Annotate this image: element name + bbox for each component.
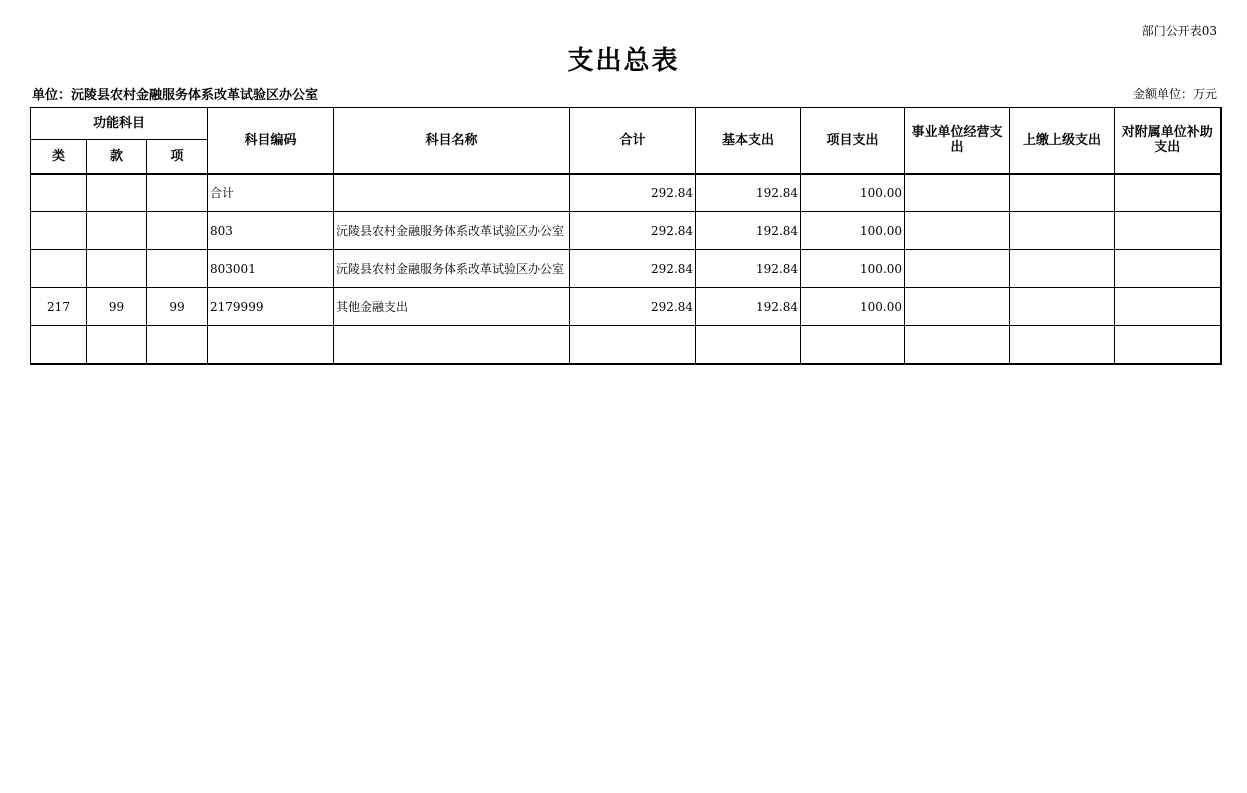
column-header-code: 科目编码 bbox=[208, 108, 334, 174]
cell-code: 合计 bbox=[208, 174, 334, 212]
cell-xiang bbox=[147, 250, 208, 288]
cell-project: 100.00 bbox=[801, 212, 905, 250]
cell-kuan bbox=[87, 250, 147, 288]
cell-project: 100.00 bbox=[801, 288, 905, 326]
cell-code: 803 bbox=[208, 212, 334, 250]
cell-code bbox=[208, 326, 334, 364]
cell-basic: 192.84 bbox=[696, 250, 801, 288]
cell-total: 292.84 bbox=[570, 212, 696, 250]
column-header-kuan: 款 bbox=[87, 140, 147, 174]
table-row bbox=[31, 250, 1221, 288]
cell-upper bbox=[1010, 288, 1115, 326]
cell-lei bbox=[31, 212, 87, 250]
column-header-total: 合计 bbox=[570, 108, 696, 174]
cell-name: 其他金融支出 bbox=[334, 288, 570, 326]
column-header-upper: 上缴上级支出 bbox=[1010, 108, 1115, 174]
form-number: 部门公开表03 bbox=[1141, 24, 1217, 38]
cell-xiang bbox=[147, 326, 208, 364]
cell-name bbox=[334, 174, 570, 212]
cell-project: 100.00 bbox=[801, 174, 905, 212]
cell-xiang bbox=[147, 174, 208, 212]
cell-project bbox=[801, 326, 905, 364]
cell-business bbox=[905, 174, 1010, 212]
cell-kuan bbox=[87, 174, 147, 212]
cell-subsidy bbox=[1115, 326, 1221, 364]
column-header-xiang: 项 bbox=[147, 140, 208, 174]
cell-kuan bbox=[87, 326, 147, 364]
cell-kuan: 99 bbox=[87, 288, 147, 326]
cell-total: 292.84 bbox=[570, 250, 696, 288]
cell-code: 2179999 bbox=[208, 288, 334, 326]
cell-code: 803001 bbox=[208, 250, 334, 288]
function-subject-header: 功能科目 bbox=[31, 108, 208, 140]
table-row bbox=[31, 212, 1221, 250]
cell-lei bbox=[31, 326, 87, 364]
column-header-name: 科目名称 bbox=[334, 108, 570, 174]
cell-lei bbox=[31, 250, 87, 288]
cell-upper bbox=[1010, 326, 1115, 364]
cell-business bbox=[905, 326, 1010, 364]
column-header-subsidy: 对附属单位补助支出 bbox=[1115, 108, 1221, 174]
unit-label: 单位：沅陵县农村金融服务体系改革试验区办公室 bbox=[32, 88, 319, 103]
cell-upper bbox=[1010, 250, 1115, 288]
cell-project: 100.00 bbox=[801, 250, 905, 288]
cell-basic bbox=[696, 326, 801, 364]
cell-business bbox=[905, 288, 1010, 326]
cell-subsidy bbox=[1115, 174, 1221, 212]
cell-kuan bbox=[87, 212, 147, 250]
cell-total: 292.84 bbox=[570, 174, 696, 212]
table-row bbox=[31, 288, 1221, 326]
column-header-business: 事业单位经营支出 bbox=[905, 108, 1010, 174]
cell-basic: 192.84 bbox=[696, 174, 801, 212]
cell-name: 沅陵县农村金融服务体系改革试验区办公室 bbox=[334, 250, 570, 288]
cell-business bbox=[905, 212, 1010, 250]
cell-name bbox=[334, 326, 570, 364]
column-header-lei: 类 bbox=[31, 140, 87, 174]
cell-business bbox=[905, 250, 1010, 288]
cell-lei bbox=[31, 174, 87, 212]
column-header-project: 项目支出 bbox=[801, 108, 905, 174]
cell-basic: 192.84 bbox=[696, 288, 801, 326]
page-title: 支出总表 bbox=[567, 46, 680, 76]
cell-subsidy bbox=[1115, 250, 1221, 288]
cell-total bbox=[570, 326, 696, 364]
amount-unit-label: 金额单位：万元 bbox=[1132, 87, 1217, 101]
table-row bbox=[31, 174, 1221, 212]
table-row bbox=[31, 326, 1221, 364]
cell-basic: 192.84 bbox=[696, 212, 801, 250]
cell-xiang bbox=[147, 212, 208, 250]
cell-upper bbox=[1010, 212, 1115, 250]
cell-subsidy bbox=[1115, 212, 1221, 250]
cell-xiang: 99 bbox=[147, 288, 208, 326]
expenditure-summary-table bbox=[30, 107, 1222, 365]
cell-total: 292.84 bbox=[570, 288, 696, 326]
cell-subsidy bbox=[1115, 288, 1221, 326]
cell-name: 沅陵县农村金融服务体系改革试验区办公室 bbox=[334, 212, 570, 250]
column-header-basic: 基本支出 bbox=[696, 108, 801, 174]
cell-lei: 217 bbox=[31, 288, 87, 326]
cell-upper bbox=[1010, 174, 1115, 212]
